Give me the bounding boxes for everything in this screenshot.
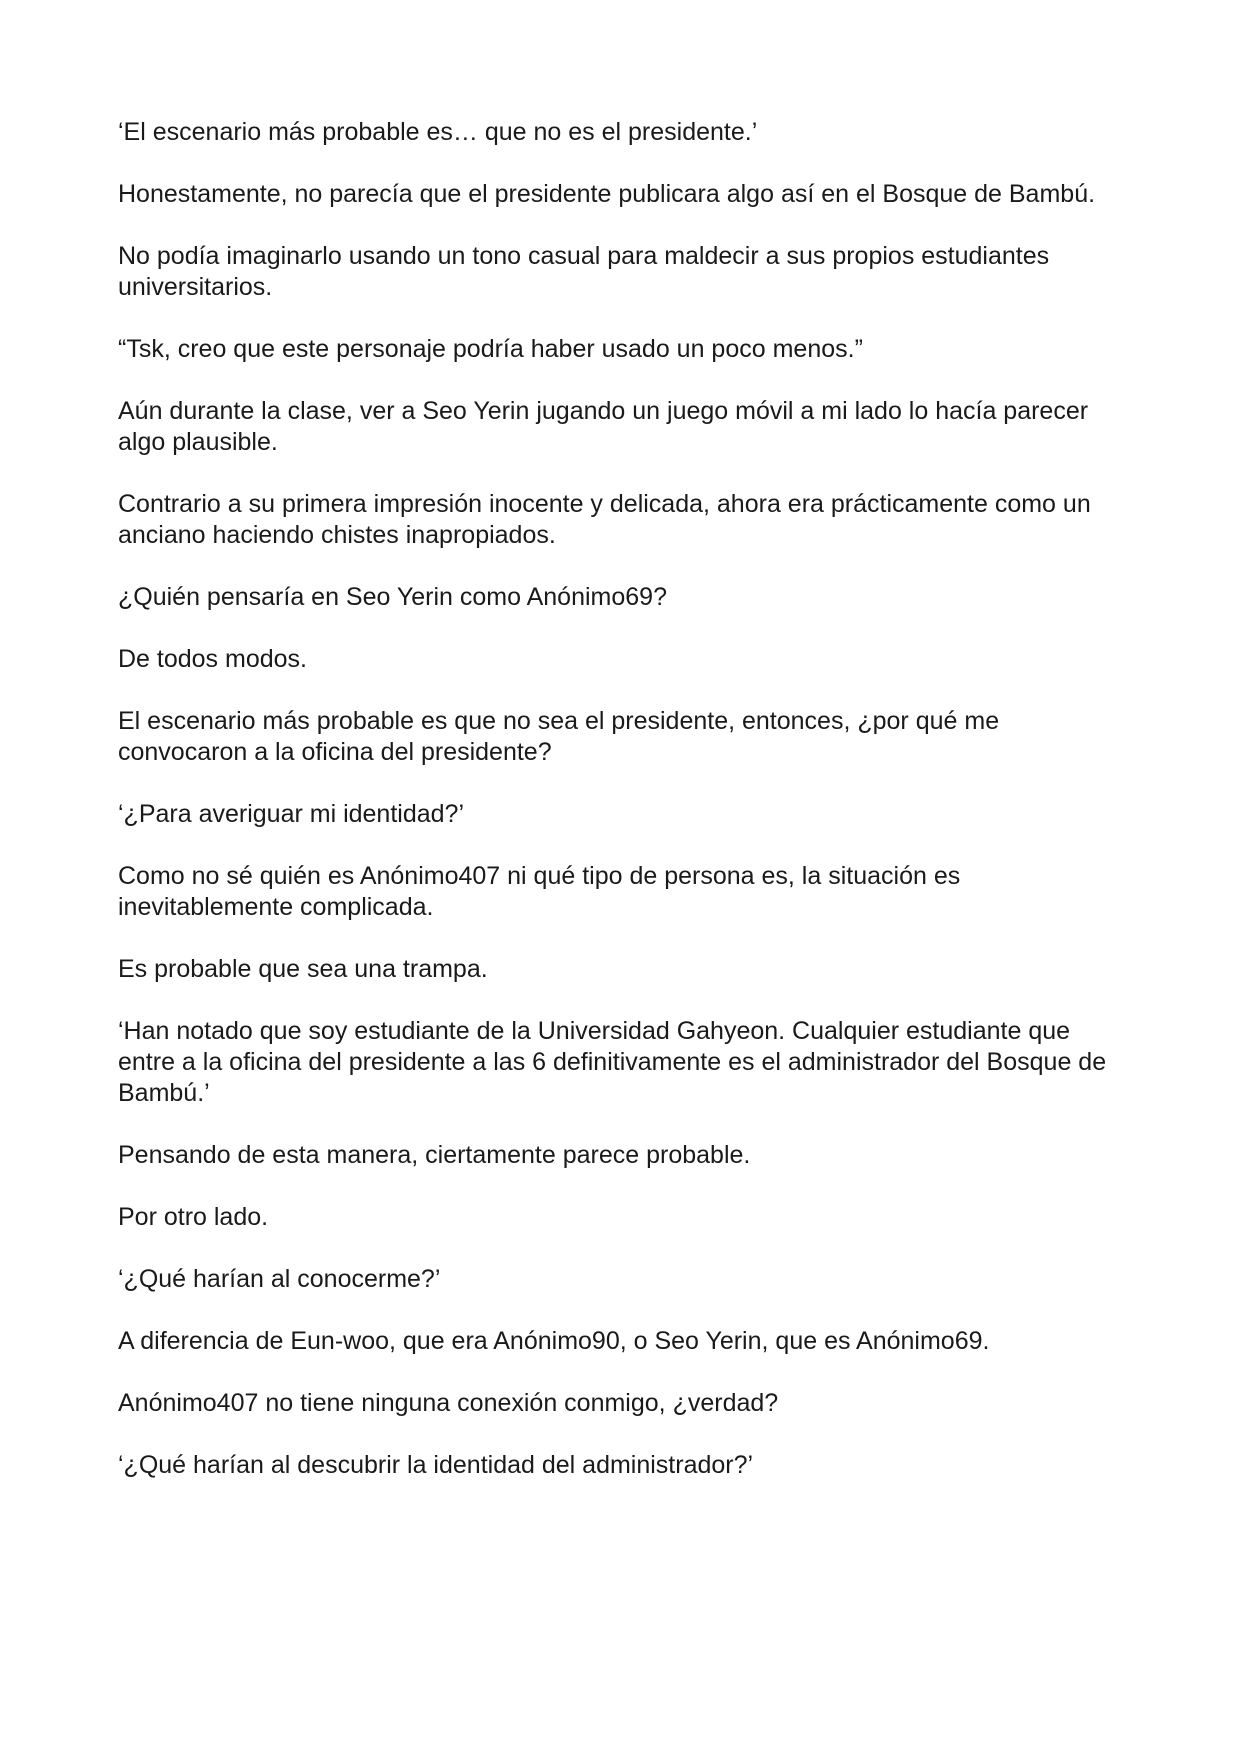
paragraph: ‘El escenario más probable es… que no es el presidente.’ [118,118,758,146]
paragraph: Pensando de esta manera, ciertamente parece probable. [118,1141,751,1169]
paragraph: Por otro lado. [118,1203,269,1231]
paragraph: A diferencia de Eun-woo, que era Anónimo90, o Seo Yerin, que es Anónimo69. [118,1327,990,1355]
paragraph: De todos modos. [118,645,307,673]
paragraph: ‘¿Para averiguar mi identidad?’ [118,800,465,828]
paragraph: ‘¿Qué harían al conocerme?’ [118,1265,441,1293]
paragraph: Contrario a su primera impresión inocente y delicada, ahora era prácticamente como un anciano haciendo chistes inapropiados. [118,490,1091,549]
paragraph: Es probable que sea una trampa. [118,955,488,983]
paragraph: Honestamente, no parecía que el presidente publicara algo así en el Bosque de Bambú. [118,180,1096,208]
paragraph: No podía imaginarlo usando un tono casual para maldecir a sus propios estudiantes universitarios. [118,242,1050,301]
paragraph: Anónimo407 no tiene ninguna conexión conmigo, ¿verdad? [118,1389,779,1417]
paragraph: El escenario más probable es que no sea el presidente, entonces, ¿por qué me convocaron a la oficina del presidente? [118,707,1000,766]
paragraph: ‘¿Qué harían al descubrir la identidad del administrador?’ [118,1451,754,1479]
paragraph: ¿Quién pensaría en Seo Yerin como Anónimo69? [118,583,667,611]
document-body [118,117,1128,1512]
paragraph: Aún durante la clase, ver a Seo Yerin jugando un juego móvil a mi lado lo hacía parecer algo plausible. [118,397,1089,456]
paragraph: “Tsk, creo que este personaje podría haber usado un poco menos.” [118,335,863,363]
paragraph: ‘Han notado que soy estudiante de la Universidad Gahyeon. Cualquier estudiante que entre a la oficina del presidente a las 6 definitivamente es el administrador del Bosque de Bambú.’ [118,1017,1107,1107]
paragraph: Como no sé quién es Anónimo407 ni qué tipo de persona es, la situación es inevitablemente complicada. [118,862,961,921]
